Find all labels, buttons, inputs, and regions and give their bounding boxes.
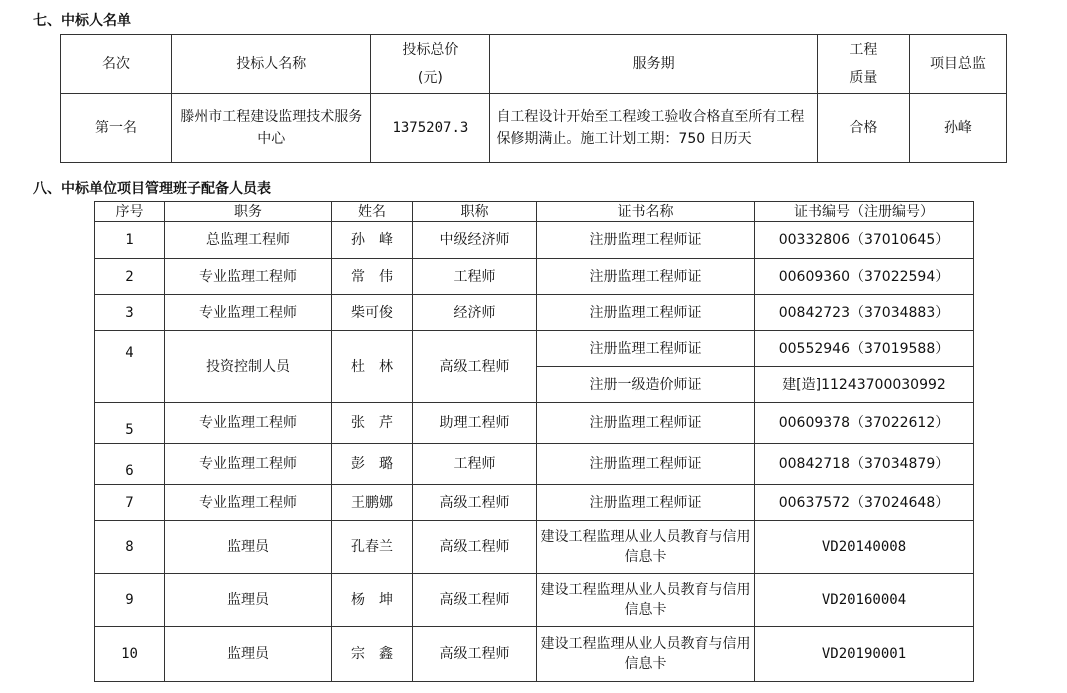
row-name: 张 芹 xyxy=(332,403,413,444)
table-row xyxy=(95,222,974,259)
row-name: 彭 璐 xyxy=(332,444,413,485)
row-cert: 建设工程监理从业人员教育与信用信息卡 xyxy=(537,521,755,574)
row-no: 10 xyxy=(95,627,165,682)
col-price xyxy=(371,35,490,94)
row-cert: 注册监理工程师证 xyxy=(537,295,755,331)
row-role: 专业监理工程师 xyxy=(165,295,332,331)
row-title: 高级工程师 xyxy=(413,521,537,574)
table-row xyxy=(95,331,974,367)
row-title: 高级工程师 xyxy=(413,485,537,521)
col-quality-line2: 质量 xyxy=(849,70,878,86)
winner-quality: 合格 xyxy=(817,94,909,163)
row-cert-no: VD20190001 xyxy=(755,627,974,682)
col-cert: 证书名称 xyxy=(537,202,755,222)
row-title: 高级工程师 xyxy=(413,574,537,627)
col-quality xyxy=(817,35,909,94)
table-row xyxy=(95,574,974,627)
row-role: 监理员 xyxy=(165,627,332,682)
row-cert: 注册监理工程师证 xyxy=(537,259,755,295)
row-no: 4 xyxy=(95,331,165,403)
row-cert: 注册监理工程师证 xyxy=(537,444,755,485)
row-role: 总监理工程师 xyxy=(165,222,332,259)
row-cert: 注册监理工程师证 xyxy=(537,331,755,367)
row-no: 8 xyxy=(95,521,165,574)
row-no: 1 xyxy=(95,222,165,259)
row-name: 柴可俊 xyxy=(332,295,413,331)
row-cert-no: 00842723（37034883） xyxy=(755,295,974,331)
row-no: 3 xyxy=(95,295,165,331)
row-title: 经济师 xyxy=(413,295,537,331)
row-cert: 注册监理工程师证 xyxy=(537,403,755,444)
table-row xyxy=(95,485,974,521)
row-no: 5 xyxy=(95,403,165,444)
row-role: 专业监理工程师 xyxy=(165,259,332,295)
winner-director: 孙峰 xyxy=(909,94,1006,163)
row-no: 6 xyxy=(95,444,165,485)
row-cert-no: 00609360（37022594） xyxy=(755,259,974,295)
table-row xyxy=(61,94,1007,163)
section8-heading: 八、中标单位项目管理班子配备人员表 xyxy=(33,181,271,197)
col-rank: 名次 xyxy=(61,35,172,94)
winner-rank: 第一名 xyxy=(61,94,172,163)
row-name: 王鹏娜 xyxy=(332,485,413,521)
row-no: 7 xyxy=(95,485,165,521)
row-title: 高级工程师 xyxy=(413,627,537,682)
col-price-line2: (元) xyxy=(417,70,443,86)
table-row xyxy=(95,627,974,682)
row-name: 常 伟 xyxy=(332,259,413,295)
row-role: 专业监理工程师 xyxy=(165,403,332,444)
row-cert: 建设工程监理从业人员教育与信用信息卡 xyxy=(537,627,755,682)
table-row xyxy=(95,295,974,331)
row-role: 监理员 xyxy=(165,521,332,574)
row-title: 工程师 xyxy=(413,259,537,295)
row-name: 孔春兰 xyxy=(332,521,413,574)
row-title: 高级工程师 xyxy=(413,331,537,403)
row-cert-no: VD20160004 xyxy=(755,574,974,627)
winner-table-header xyxy=(61,35,1007,94)
row-name: 孙 峰 xyxy=(332,222,413,259)
row-name: 宗 鑫 xyxy=(332,627,413,682)
winner-service: 自工程设计开始至工程竣工验收合格直至所有工程保修期满止。施工计划工期：750 日历天 xyxy=(490,94,817,163)
row-role: 投资控制人员 xyxy=(165,331,332,403)
row-title: 助理工程师 xyxy=(413,403,537,444)
row-cert: 注册监理工程师证 xyxy=(537,485,755,521)
row-role: 专业监理工程师 xyxy=(165,485,332,521)
section7-heading: 七、中标人名单 xyxy=(33,13,131,29)
row-cert-no: 00842718（37034879） xyxy=(755,444,974,485)
row-cert: 注册监理工程师证 xyxy=(537,222,755,259)
row-name: 杨 坤 xyxy=(332,574,413,627)
col-title: 职称 xyxy=(413,202,537,222)
col-price-line1: 投标总价 xyxy=(402,42,459,58)
winner-table xyxy=(60,34,1007,163)
row-no: 9 xyxy=(95,574,165,627)
col-name: 姓名 xyxy=(332,202,413,222)
row-title: 中级经济师 xyxy=(413,222,537,259)
row-cert-no: 00552946（37019588） xyxy=(755,331,974,367)
row-role: 专业监理工程师 xyxy=(165,444,332,485)
staff-table xyxy=(94,201,974,682)
row-cert-2: 注册一级造价师证 xyxy=(537,367,755,403)
row-cert-no-2: 建[造]11243700030992 xyxy=(755,367,974,403)
col-service: 服务期 xyxy=(490,35,817,94)
row-no: 2 xyxy=(95,259,165,295)
winner-price: 1375207.3 xyxy=(371,94,490,163)
col-role: 职务 xyxy=(165,202,332,222)
row-cert-no: 00637572（37024648） xyxy=(755,485,974,521)
col-no: 序号 xyxy=(95,202,165,222)
row-cert-no: 00609378（37022612） xyxy=(755,403,974,444)
staff-table-header xyxy=(95,202,974,222)
col-cert-no: 证书编号（注册编号） xyxy=(755,202,974,222)
col-bidder: 投标人名称 xyxy=(172,35,371,94)
row-cert-no: 00332806（37010645） xyxy=(755,222,974,259)
table-row xyxy=(95,521,974,574)
row-cert: 建设工程监理从业人员教育与信用信息卡 xyxy=(537,574,755,627)
row-name: 杜 林 xyxy=(332,331,413,403)
col-director: 项目总监 xyxy=(909,35,1006,94)
table-row xyxy=(95,259,974,295)
table-row xyxy=(95,444,974,485)
row-title: 工程师 xyxy=(413,444,537,485)
table-row xyxy=(95,403,974,444)
winner-bidder: 滕州市工程建设监理技术服务中心 xyxy=(172,94,371,163)
row-role: 监理员 xyxy=(165,574,332,627)
row-cert-no: VD20140008 xyxy=(755,521,974,574)
col-quality-line1: 工程 xyxy=(849,42,878,58)
